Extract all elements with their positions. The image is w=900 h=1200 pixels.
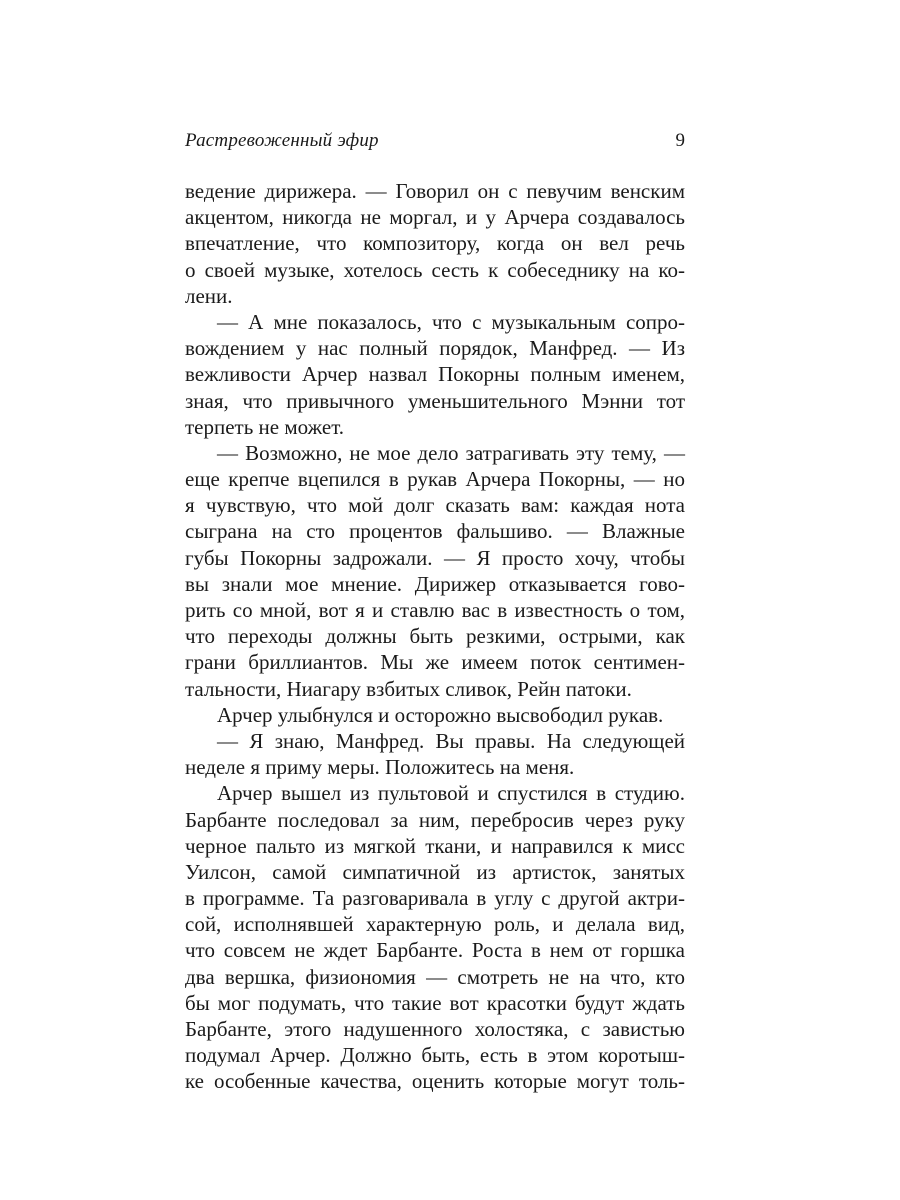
text-line: Уилсон, самой симпатичной из артисток, занятых [185, 859, 685, 884]
text-line: сыграна на сто процентов фальшиво. — Влажные [185, 519, 685, 544]
text-line: что переходы должны быть резкими, острыми, как [185, 624, 685, 649]
text-line: — А мне показалось, что с музыкальным сопро- [217, 309, 685, 334]
paragraph [185, 309, 685, 440]
text-line: ведение дирижера. — Говорил он с певучим венским [185, 179, 685, 203]
paragraph [185, 440, 685, 702]
running-head [185, 130, 685, 154]
text-line: вежливости Арчер назвал Покорны полным именем, [185, 362, 685, 387]
text-line: Арчер вышел из пультовой и спустился в студию. [217, 781, 685, 806]
text-line: зная, что привычного уменьшительного Мэнни тот [185, 388, 685, 413]
text-line: о своей музыке, хотелось сесть к собеседнику на ко- [185, 257, 685, 282]
text-line: — Возможно, не мое дело затрагивать эту тему, — [217, 440, 685, 465]
text-line: подумал Арчер. Должно быть, есть в этом коротыш- [185, 1043, 685, 1068]
paragraph [185, 702, 685, 728]
text-line: лени. [185, 283, 233, 308]
text-line: Барбанте, этого надушенного холостяка, с завистью [185, 1017, 685, 1041]
text-line: в программе. Та разговаривала в углу с другой актри- [185, 886, 685, 911]
running-title: Растревоженный эфир [185, 130, 379, 151]
page-number: 9 [675, 130, 685, 151]
text-line: еще крепче вцепился в рукав Арчера Покорны, — но [185, 467, 685, 492]
text-line: тальности, Ниагару взбитых сливок, Рейн патоки. [185, 676, 632, 701]
paragraph [185, 728, 685, 780]
text-line: — Я знаю, Манфред. Вы правы. На следующей [217, 728, 685, 753]
text-line: терпеть не может. [185, 414, 345, 439]
paragraph [185, 780, 685, 1094]
text-line: грани бриллиантов. Мы же имеем поток сентимен- [185, 650, 685, 675]
text-line: что совсем не ждет Барбанте. Роста в нем от горшка [185, 938, 685, 963]
text-line: черное пальто из мягкой ткани, и направился к мисс [185, 833, 685, 858]
text-line: вы знали мое мнение. Дирижер отказывается гово- [185, 571, 685, 596]
body-text [185, 178, 685, 1095]
text-line: два вершка, физиономия — смотреть не на что, кто [185, 964, 685, 989]
text-line: сой, исполнявшей характерную роль, и делала вид, [185, 912, 685, 937]
text-line: ке особенные качества, оценить которые могут толь- [185, 1069, 685, 1094]
text-line: рить со мной, вот я и ставлю вас в известность о том, [185, 598, 685, 622]
text-line: неделе я приму меры. Положитесь на меня. [185, 755, 575, 780]
text-line: губы Покорны задрожали. — Я просто хочу, чтобы [185, 545, 685, 570]
text-line: акцентом, никогда не моргал, и у Арчера создавалось [185, 205, 685, 230]
text-line: вождением у нас полный порядок, Манфред. — Из [185, 336, 685, 361]
text-line: я чувствую, что мой долг сказать вам: каждая нота [185, 493, 685, 518]
text-line: Барбанте последовал за ним, перебросив через руку [185, 807, 685, 832]
text-line: бы мог подумать, что такие вот красотки будут ждать [185, 990, 685, 1015]
text-line: впечатление, что композитору, когда он вел речь [185, 231, 685, 256]
text-line: Арчер улыбнулся и осторожно высвободил рукав. [217, 702, 664, 727]
paragraph [185, 178, 685, 309]
